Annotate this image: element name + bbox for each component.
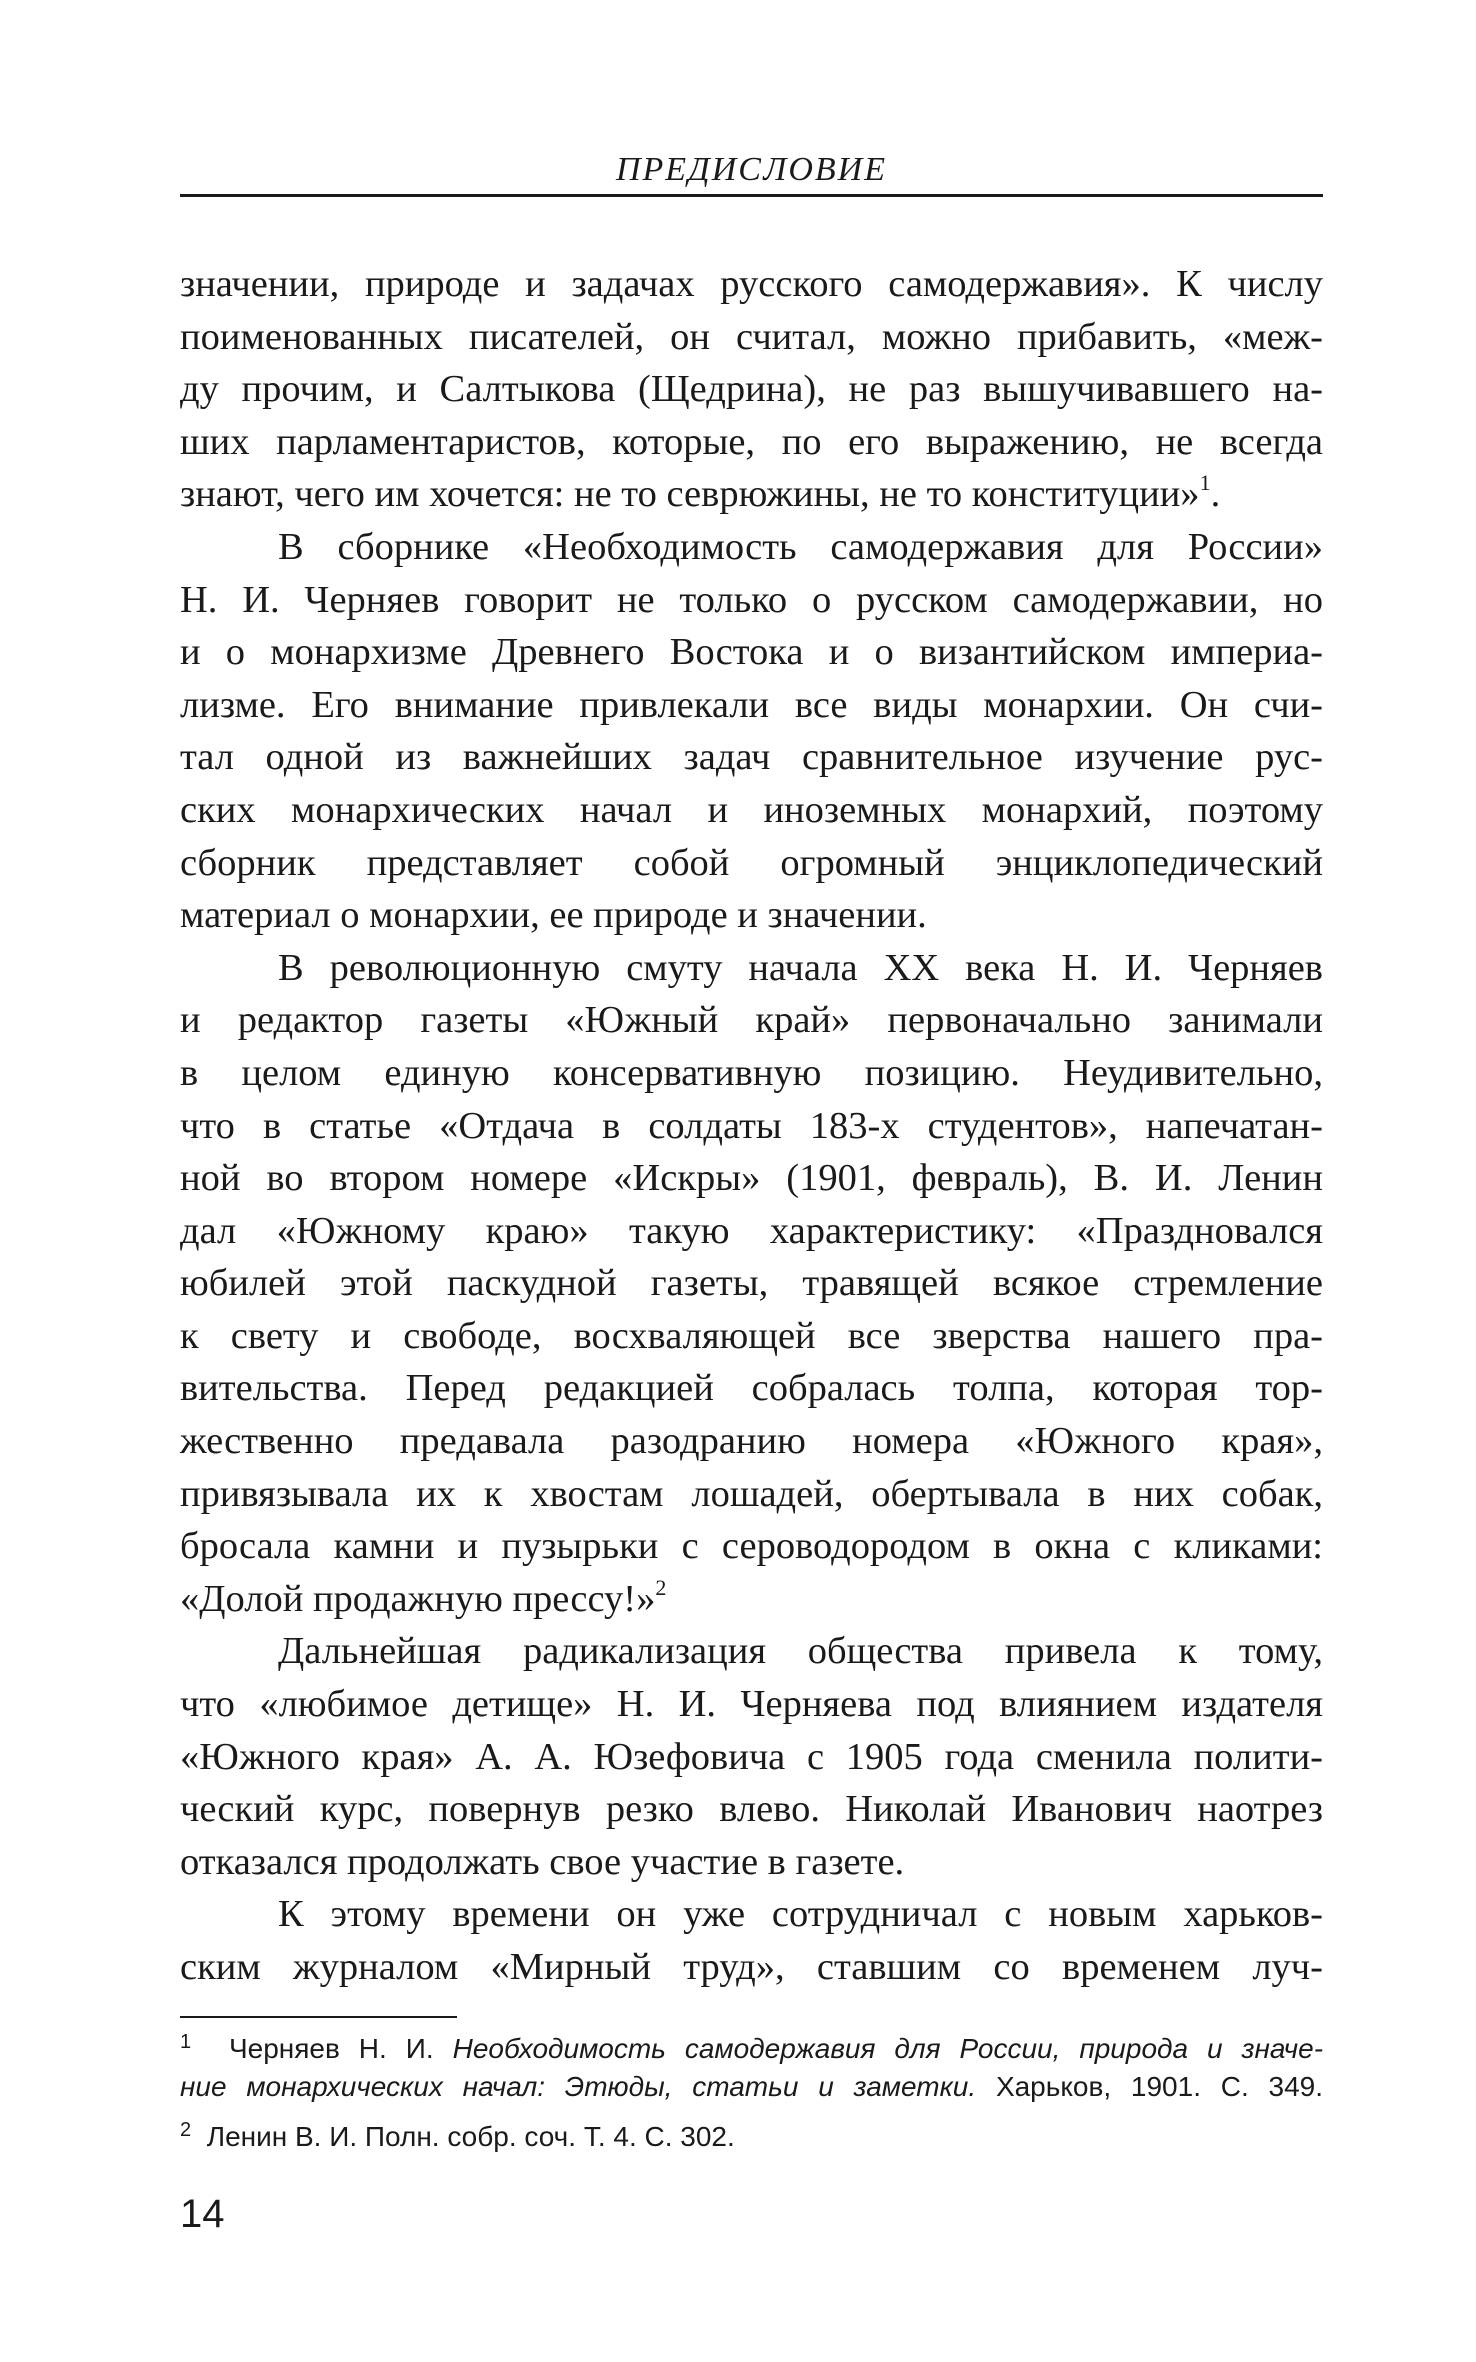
footnote-number: 2	[180, 2119, 192, 2141]
footnotes	[180, 2030, 1323, 2156]
text-line	[180, 468, 1323, 521]
footnote-1-continued	[180, 2068, 1323, 2106]
text-line: сборник представляет собой огромный энциклопедический	[180, 841, 1323, 884]
text-line: что в статье «Отдача в солдаты 183-х студентов», напечатан-	[180, 1104, 1323, 1147]
footnote-ref-1: 1	[1199, 470, 1211, 496]
text-line: что «любимое детище» Н. И. Черняева под влиянием издателя	[180, 1683, 1323, 1726]
text-line: тал одной из важнейших задач сравнительное изучение рус-	[180, 736, 1323, 779]
text-line: юбилей этой паскудной газеты, травящей всякое стремление	[180, 1262, 1323, 1305]
text-line: бросала камни и пузырьки с сероводородом в окна с кликами:	[180, 1525, 1323, 1568]
text-line: жественно предавала разодранию номера «Южного края»,	[180, 1420, 1323, 1463]
text-line: в целом единую консервативную позицию. Неудивительно,	[180, 1051, 1323, 1094]
text-line: к свету и свободе, восхваляющей все зверства нашего пра-	[180, 1314, 1323, 1357]
text-fragment: .	[1210, 473, 1221, 516]
text-line: «Южного края» А. А. Юзефовича с 1905 года сменила полити-	[180, 1735, 1323, 1778]
text-line: Дальнейшая радикализация общества привела к тому,	[278, 1630, 1323, 1673]
text-line: вительства. Перед редакцией собралась толпа, которая тор-	[180, 1367, 1323, 1410]
text-line: дал «Южному краю» такую характеристику: «Праздновался	[180, 1209, 1323, 1252]
header-rule	[180, 194, 1323, 197]
footnote-rule	[180, 2016, 457, 2018]
text-line: поименованных писателей, он считал, можно прибавить, «меж-	[180, 315, 1323, 358]
text-fragment: «Долой продажную прессу!»	[180, 1577, 656, 1620]
text-line: ским журналом «Мирный труд», ставшим со временем луч-	[180, 1946, 1323, 1988]
footnote-2	[180, 2118, 1323, 2156]
text-line: привязывала их к хвостам лошадей, обертывала в них собак,	[180, 1472, 1323, 1515]
text-line: лизме. Его внимание привлекали все виды монархии. Он счи-	[180, 683, 1323, 726]
footnote-number: 1	[180, 2031, 192, 2053]
text-line: В революционную смуту начала XX века Н. И. Черняев	[278, 946, 1323, 989]
footnote-author: Черняев Н. И.	[229, 2033, 434, 2064]
footnote-title: Необходимость самодержавия для России, природа и значе-	[452, 2033, 1324, 2064]
text-line: ских монархических начал и иноземных монархий, поэтому	[180, 788, 1323, 831]
main-text	[180, 258, 1323, 1994]
text-line: ших парламентаристов, которые, по его выражению, не всегда	[180, 420, 1323, 463]
text-line: К этому времени он уже сотрудничал с новым харьков-	[278, 1893, 1323, 1936]
text-line: ду прочим, и Салтыкова (Щедрина), не раз вышучивавшего на-	[180, 368, 1323, 411]
footnote-title: ние монархических начал: Этюды, статьи и заметки.	[180, 2071, 977, 2102]
text-line: значении, природе и задачах русского самодержавия». К числу	[180, 263, 1323, 305]
text-line: В сборнике «Необходимость самодержавия для России»	[278, 525, 1323, 568]
text-line: отказался продолжать свое участие в газете.	[180, 1840, 905, 1883]
text-fragment: знают, чего им хочется: не то севрюжины, не то конституции»	[180, 473, 1200, 516]
page-number: 14	[180, 2192, 225, 2236]
text-line: ной во втором номере «Искры» (1901, февраль), В. И. Ленин	[180, 1157, 1323, 1200]
text-line: материал о монархии, ее природе и значении.	[180, 894, 927, 937]
footnote-1	[180, 2030, 1323, 2068]
text-line: и о монархизме Древнего Востока и о византийском империа-	[180, 631, 1323, 674]
running-head: ПРЕДИСЛОВИЕ	[615, 151, 888, 188]
text-line: ческий курс, повернув резко влево. Николай Иванович наотрез	[180, 1788, 1323, 1831]
footnote-text: Ленин В. И. Полн. собр. соч. Т. 4. С. 302.	[206, 2121, 735, 2152]
footnote-ref-2: 2	[655, 1574, 667, 1600]
text-line: и редактор газеты «Южный край» первоначально занимали	[180, 999, 1323, 1042]
footnote-source: Харьков, 1901. С. 349.	[995, 2071, 1324, 2102]
text-line: Н. И. Черняев говорит не только о русском самодержавии, но	[180, 578, 1323, 621]
text-line	[180, 1573, 1323, 1626]
